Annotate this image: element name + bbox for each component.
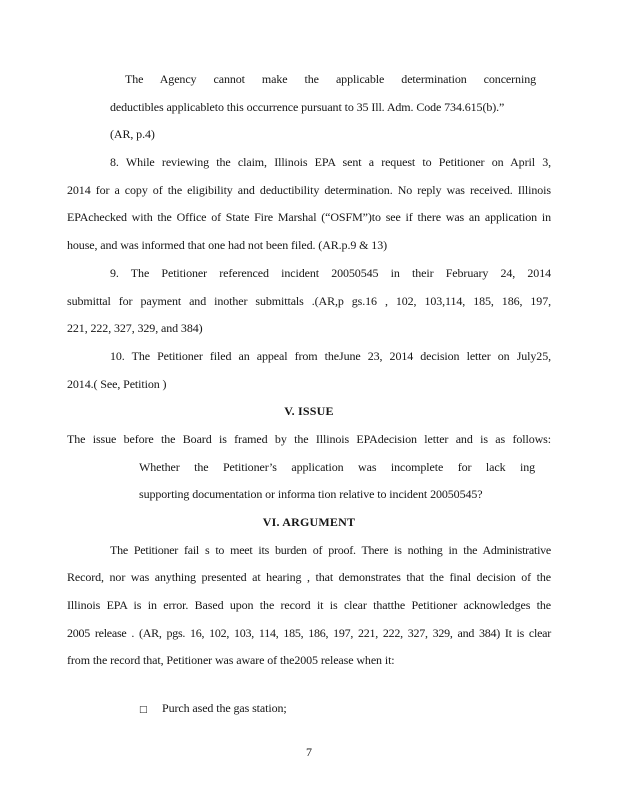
text-line: from the record that, Petitioner was aware of the2005 release when it: — [67, 653, 395, 668]
text-line: Whether the Petitioner’s application was incomplete for lack ing — [139, 459, 535, 474]
text-line: The Petitioner fail s to meet its burden of proof. There is nothing in the Administrative — [110, 542, 551, 557]
text-line: 221, 222, 327, 329, and 384) — [67, 321, 203, 336]
page-content — [67, 66, 551, 723]
text-line: Illinois EPA is in error. Based upon the record it is clear thatthe Petitioner acknowledges the — [67, 598, 551, 613]
text-line: 10. The Petitioner filed an appeal from theJune 23, 2014 decision letter on July25, — [110, 348, 551, 363]
list-item-text: Purch ased the gas station; — [162, 701, 287, 716]
text-line: 8. While reviewing the claim, Illinois EPA sent a request to Petitioner on April 3, — [110, 155, 551, 170]
quote-citation: (AR, p.4) — [110, 127, 155, 142]
page-number: 7 — [306, 745, 312, 759]
text-line: The Agency cannot make the applicable determination concerning — [125, 72, 536, 86]
paragraph-argument — [67, 537, 551, 675]
text-line: 2014.( See, Petition ) — [67, 376, 167, 391]
list-item — [139, 695, 551, 723]
text-line: 2005 release . (AR, pgs. 16, 102, 103, 114, 185, 186, 197, 221, 222, 327, 329, and 384) It is clear — [67, 625, 551, 640]
text-line: supporting documentation or informa tion relative to incident 20050545? — [139, 487, 483, 502]
checkbox-bullet-icon: □ — [139, 705, 148, 716]
text-line: deductibles applicableto this occurrence pursuant to 35 Ill. Adm. Code 734.615(b).” — [110, 99, 505, 114]
paragraph-8 — [67, 149, 551, 260]
text-line: EPAchecked with the Office of State Fire Marshal (“OSFM”)to see if there was an application in — [67, 210, 551, 225]
paragraph-10 — [67, 343, 551, 398]
blockquote — [110, 66, 536, 149]
section-heading-argument: VI. ARGUMENT — [262, 515, 356, 529]
text-line: Record, nor was anything presented at hearing , that demonstrates that the final decision of the — [67, 570, 551, 585]
issue-statement — [139, 454, 535, 509]
section-heading-issue: V. ISSUE — [284, 404, 334, 419]
text-line: 9. The Petitioner referenced incident 20050545 in their February 24, 2014 — [110, 265, 551, 280]
text-line: submittal for payment and inother submittals .(AR,p gs.16 , 102, 103,114, 185, 186, 197, — [67, 293, 551, 308]
text-line: 2014 for a copy of the eligibility and deductibility determination. No reply was received. Illinois — [67, 182, 551, 197]
issue-intro-line: The issue before the Board is framed by the Illinois EPAdecision letter and is as follows: — [67, 431, 551, 446]
text-line: house, and was informed that one had not been filed. (AR.p.9 & 13) — [67, 238, 387, 253]
paragraph-9 — [67, 260, 551, 343]
